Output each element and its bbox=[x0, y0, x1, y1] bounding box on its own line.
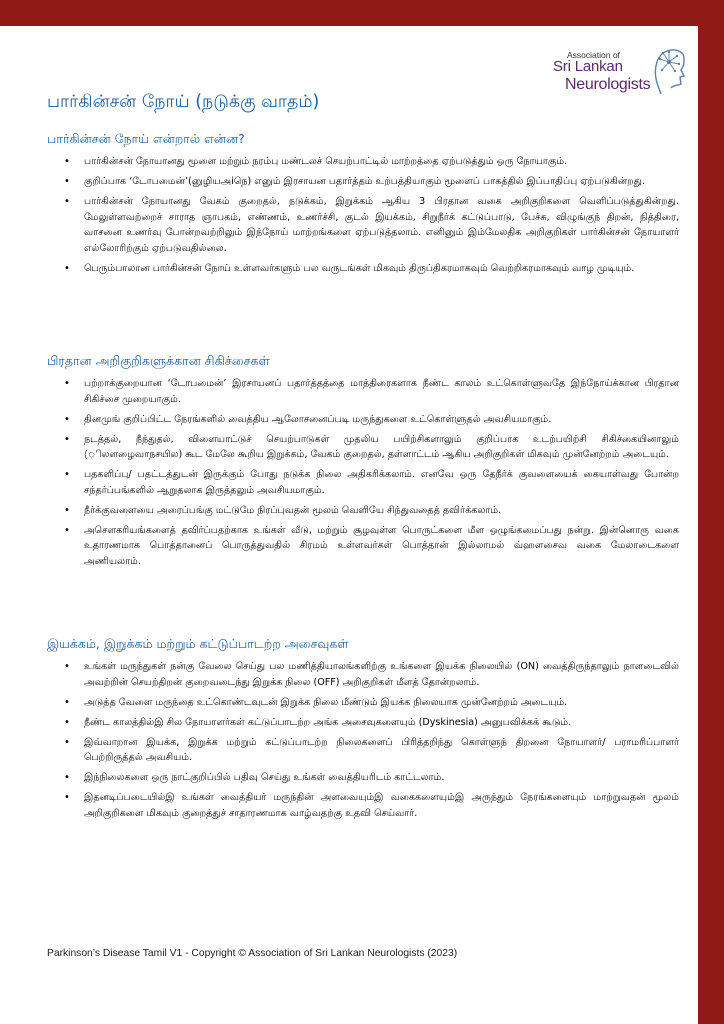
list-item bbox=[47, 770, 679, 786]
list-item bbox=[47, 467, 679, 498]
section-treatments bbox=[47, 353, 679, 574]
section-heading: பிரதான அறிகுறிகளுக்கான சிகிச்சைகள் bbox=[47, 353, 270, 368]
bullet-dot: • bbox=[64, 772, 70, 783]
list-item bbox=[47, 503, 679, 519]
list-item-text: பெரும்பாலான பார்கின்சன் நோய் உள்ளவர்களும் பல வருடங்கள் மிகவும் திருப்திகரமாகவும் வெற்றிகரமாகவும் வாழ முடியும். bbox=[84, 262, 635, 274]
bullet-dot: • bbox=[64, 378, 70, 389]
bullet-dot: • bbox=[64, 792, 70, 803]
list-item-text: பதகளிப்பு/ பதட்டத்துடன் இருக்கும் போது நடுக்க நிலை அதிகரிக்கலாம். எனவே ஒரு தேநீர்க் குவளையைக் கையாள்வது போன்ற சந்தர்ப்பங்களில் ஆறுதலாக இருத்தலும் அவசியமாகும். bbox=[84, 469, 679, 496]
list-item bbox=[47, 432, 679, 463]
bullet-dot: • bbox=[64, 504, 70, 516]
list-item bbox=[47, 715, 679, 731]
section-on-off-dyskinesia bbox=[47, 636, 679, 826]
list-item-text: இந்நிலைகளை ஒரு நாட்குறிப்பில் பதிவு செய்து உங்கள் வைத்தியரிடம் காட்டலாம். bbox=[84, 772, 445, 783]
section-heading: இயக்கம், இறுக்கம் மற்றும் கட்டுப்பாடற்ற அசைவுகள் bbox=[47, 636, 349, 651]
list-item-text: நடத்தல், நீந்துதல், விளையாட்டுச் செயற்பாடுகள் முதலிய பயிற்சிகளாலும் குறிப்பாக உடற்பயிற்சி சிகிச்கையினாலும் (ிலளழைவாநசயில) கூட மேலே கூறிய இறுக்கம், வேகம் குறைதல், தள்ளாட்டம் ஆகிய அறிகுறிகள் மிகவும் முன்னேற்றம் அடையும். bbox=[84, 433, 679, 460]
bullet-dot: • bbox=[64, 413, 70, 425]
bullet-dot: • bbox=[64, 433, 70, 445]
association-logo bbox=[553, 42, 689, 102]
bullet-list bbox=[47, 154, 679, 276]
logo-line-neurologists: Neurologists bbox=[565, 76, 651, 93]
bullet-dot: • bbox=[64, 716, 70, 728]
list-item bbox=[47, 194, 679, 256]
list-item bbox=[47, 376, 679, 407]
list-item-text: உங்கள் மருந்துகள் நன்கு வேலை செய்து பல மணித்தியாலங்களிற்கு உங்களை இயக்க நிலையில் (ON) வைத்திருந்தாலும் நாளடைவில் அவற்றின் செயற்திறன் குறைவடைந்து இறுக்க நிலை (OFF) அறிகுறிகள் மீளத் தோன்றலாம். bbox=[84, 661, 679, 688]
list-item bbox=[47, 659, 679, 690]
bullet-dot: • bbox=[64, 156, 70, 167]
list-item-text: இவ்வாறான இயக்க, இறுக்க மற்றும் கட்டுப்பாடற்ற நிலைகளைப் பிரித்தறிந்து கொள்ளுந் திறனை நோயாளர்/ பராமரிப்பாளர் பெற்றிருத்தல் அவசியம். bbox=[84, 736, 679, 763]
list-item bbox=[47, 695, 679, 711]
list-item bbox=[47, 790, 679, 821]
list-item-text: பார்கின்சன் நோயானது மூளை மற்றும் நரம்பு மண்டலச் செயற்பாட்டில் மாற்றத்தை ஏற்படுத்தும் ஒரு நோயாகும். bbox=[84, 156, 568, 167]
bullet-dot: • bbox=[64, 696, 70, 708]
list-item-text: தினமுங் குறிப்பிட்ட நேரங்களில் வைத்திய ஆலோசனைப்படி மருந்துகளை உட்கொள்ளுதல் அவசியமாகும். bbox=[84, 413, 552, 425]
logo-line-association: Association of bbox=[567, 50, 620, 60]
list-item bbox=[47, 735, 679, 766]
list-item-text: பற்றாக்குறையான ‘டோபமைன்’ இரசாயனப் பதார்த்தத்தை மாத்திரைகளாக நீண்ட காலம் உட்கொள்ளுவதே இந்நோய்க்கான பிரதான சிகிச்சை முறையாகும். bbox=[84, 378, 679, 405]
bullet-dot: • bbox=[64, 524, 70, 536]
list-item bbox=[47, 261, 679, 277]
brain-profile-icon bbox=[651, 44, 687, 96]
list-item-text: நீர்க்குவளையை அரைப்பங்கு மட்டுமே நிரப்புவதன் மூலம் வெளியே சிந்துவதைத் தவிர்க்கலாம். bbox=[84, 504, 502, 516]
footer-copyright: Parkinson’s Disease Tamil V1 - Copyright © Association of Sri Lankan Neurologists (2023) bbox=[47, 948, 458, 959]
bullet-list bbox=[47, 376, 679, 569]
right-border-band bbox=[698, 0, 724, 1024]
list-item-text: அடுத்த வேளை மருந்தை உட்கொண்டவுடன் இறுக்க நிலை மீண்டும் இயக்க நிலையாக முன்னேற்றம் அடையும். bbox=[84, 696, 568, 708]
list-item-text: நீண்ட காலத்தில்இ சில நோயாளர்கள் கட்டுப்பாடற்ற அங்க அசைவுகளையும் (Dyskinesia) அனுபவிக்கக் கூடும். bbox=[84, 716, 572, 728]
bullet-dot: • bbox=[64, 469, 70, 480]
section-heading: பார்கின்சன் நோய் என்றால் என்ன? bbox=[47, 131, 245, 146]
bullet-list bbox=[47, 659, 679, 821]
bullet-dot: • bbox=[64, 262, 70, 274]
section-what-is-parkinsons bbox=[47, 131, 679, 281]
list-item bbox=[47, 154, 679, 170]
bullet-dot: • bbox=[64, 176, 70, 187]
list-item-text: குறிப்பாக ‘டோபமைன்’(னுழியஅiநெ) எனும் இரசாயன பதார்த்தம் உற்பத்தியாகும் மூளைப் பாகத்தில் இப்பாதிப்பு ஏற்படுகின்றது. bbox=[84, 176, 646, 187]
bullet-dot: • bbox=[64, 196, 70, 207]
list-item-text: இதனடிப்படையில்இ உங்கள் வைத்தியர் மருந்தின் அளவையும்இ வகைகளையும்இ அருந்தும் நேரங்களையும் மாற்றுவதன் மூலம் அறிகுறிகளை மிகவும் குறைத்துச் சாதாரணமாக வாழ்வதற்கு உதவி செய்வார். bbox=[84, 792, 679, 819]
logo-line-sri-lankan: Sri Lankan bbox=[553, 58, 623, 75]
bullet-dot: • bbox=[64, 736, 70, 748]
list-item bbox=[47, 412, 679, 428]
list-item-text: பார்கின்சன் நோயானது வேகம் குறைதல், நடுக்கம், இறுக்கம் ஆகிய 3 பிரதான வகை அறிகுறிகளை வெளிப்படுத்துகின்றது. மேலுள்ளவற்றைச் சாராத ஞாபகம், எண்ணம், உணர்ச்சி, குடல் இயக்கம், சிறுநீர்க் கட்டுப்பாடு, பேச்சு, விழுங்குந் திறன், நித்திரை, வாசனை உணர்வு போன்றவற்றிலும் இந்நோய் மாற்றங்களை ஏற்படுத்தலாம். எனினும் இம்மேலதிக அறிகுறிகள் பார்கின்சன் நோயாளர் எல்லோரிற்கும் ஏற்படுவதில்லை. bbox=[84, 196, 679, 254]
page-title: பார்கின்சன் நோய் (நடுக்கு வாதம்) bbox=[47, 92, 320, 112]
top-border-band bbox=[0, 0, 724, 26]
list-item bbox=[47, 523, 679, 570]
bullet-dot: • bbox=[64, 661, 70, 672]
list-item-text: அசௌகரியங்களைத் தவிர்ப்பதற்காக உங்கள் வீடு, மற்றும் சூழவுள்ள பொருட்களை மீள ஒழுங்கமைப்பது நன்று. இன்னொரு வகை உதாரணமாக பொத்தானைப் பொருத்துவதில் சிரமம் உள்ளவர்கள் பொத்தான் இல்லாமல் வ்ஹளசைவ வகை மேலாடைகளை அணியலாம். bbox=[84, 524, 679, 567]
list-item bbox=[47, 174, 679, 190]
